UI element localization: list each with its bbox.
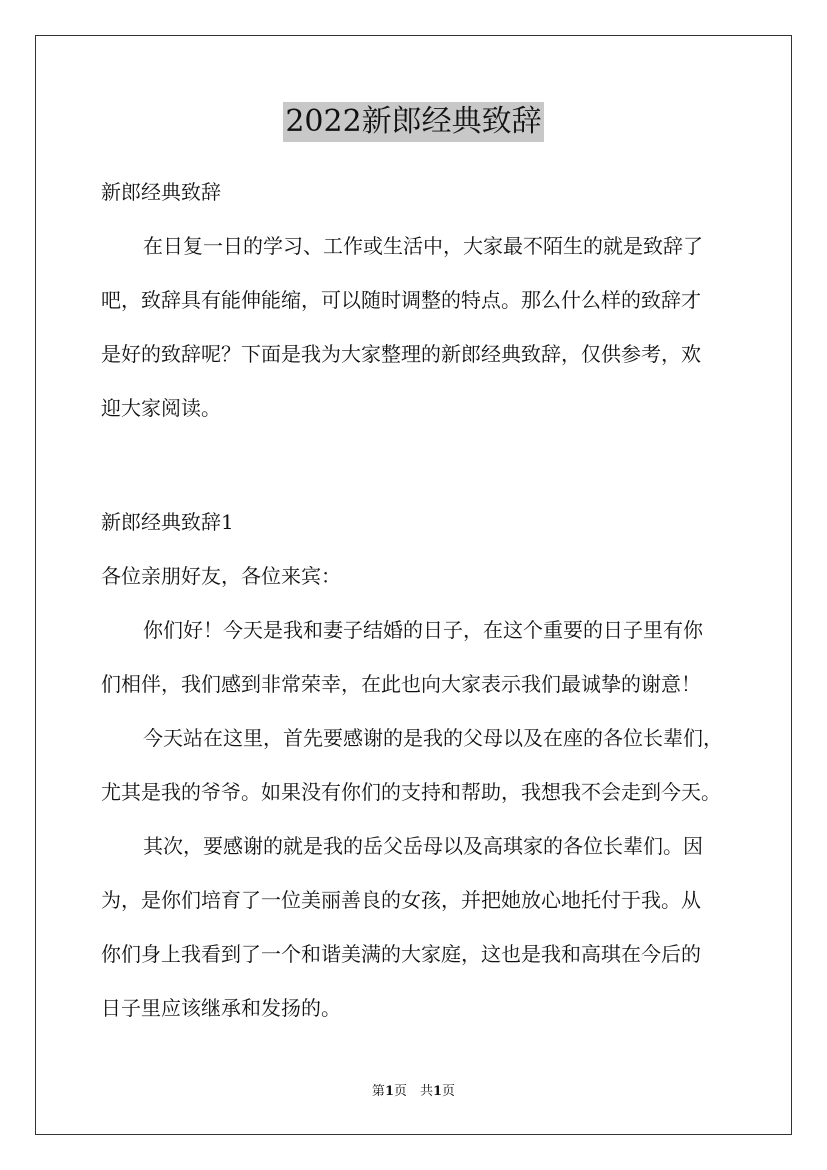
para2-line-1: 今天站在这里，首先要感谢的是我的父母以及在座的各位长辈们， [143, 726, 723, 750]
intro-line-2: 吧，致辞具有能伸能缩，可以随时调整的特点。那么什么样的致辞才 [101, 288, 701, 312]
intro-line-4: 迎大家阅读。 [101, 396, 221, 420]
footer-page-num: 1 [384, 1084, 394, 1099]
para1-line-2: 们相伴，我们感到非常荣幸，在此也向大家表示我们最诚挚的谢意！ [101, 672, 701, 696]
document-title: 2022新郎经典致辞 [283, 102, 543, 142]
intro-line-3: 是好的致辞呢？下面是我为大家整理的新郎经典致辞，仅供参考，欢 [101, 342, 701, 366]
para3-line-1: 其次，要感谢的就是我的岳父岳母以及高琪家的各位长辈们。因 [143, 834, 703, 858]
document-body [101, 165, 731, 1035]
para2-line-2: 尤其是我的爷爷。如果没有你们的支持和帮助，我想我不会走到今天。 [101, 780, 721, 804]
section-title: 新郎经典致辞1 [101, 510, 234, 534]
footer-pre: 第 [371, 1084, 385, 1099]
para3-line-4: 日子里应该继承和发扬的。 [101, 996, 341, 1020]
document-heading: 新郎经典致辞 [101, 180, 221, 204]
footer-page-total: 1 [433, 1084, 443, 1099]
footer-post: 页 [442, 1084, 456, 1099]
para3-line-3: 你们身上我看到了一个和谐美满的大家庭，这也是我和高琪在今后的 [101, 942, 701, 966]
para1-line-1: 你们好！今天是我和妻子结婚的日子，在这个重要的日子里有你 [143, 618, 703, 642]
document-title-wrap [0, 102, 827, 142]
greeting: 各位亲朋好友，各位来宾： [101, 564, 341, 588]
section-gap [101, 435, 731, 495]
page-footer [0, 1080, 827, 1099]
intro-line-1: 在日复一日的学习、工作或生活中，大家最不陌生的就是致辞了 [143, 234, 703, 258]
footer-mid: 页 共 [393, 1084, 433, 1099]
para3-line-2: 为，是你们培育了一位美丽善良的女孩，并把她放心地托付于我。从 [101, 888, 701, 912]
